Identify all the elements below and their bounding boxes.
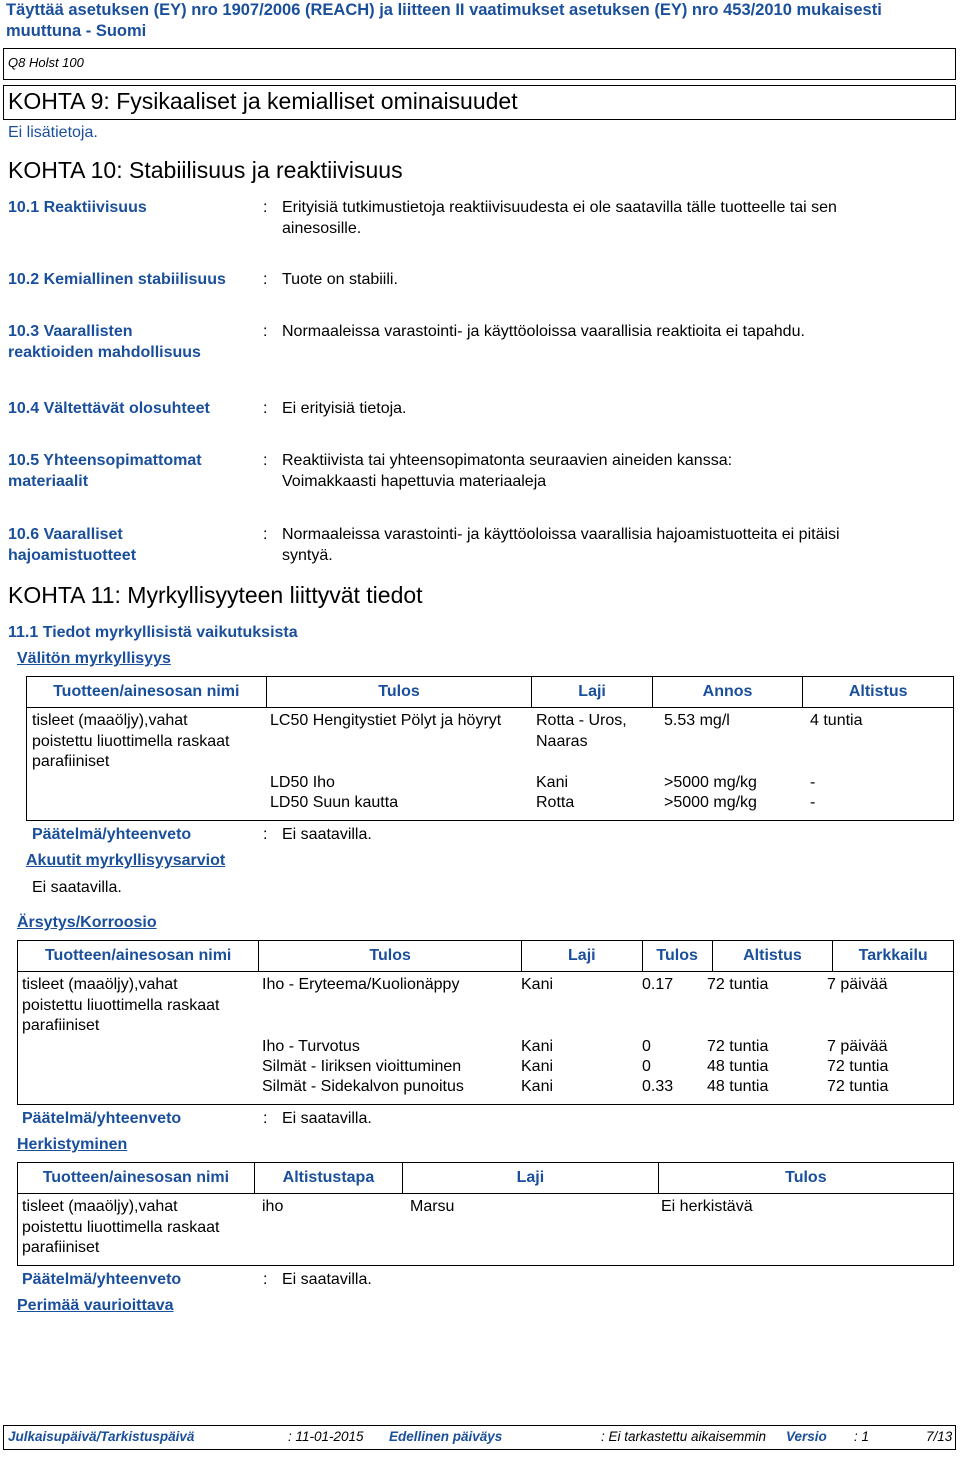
item-label-line2: hajoamistuotteet bbox=[8, 547, 137, 564]
footer-previous-value: : Ei tarkastettu aikaisemmin bbox=[601, 1429, 767, 1444]
col-header: Tulos bbox=[658, 1163, 953, 1194]
product-name: Q8 Holst 100 bbox=[8, 55, 84, 70]
cell-tulos: LC50 Hengitystiet Pölyt ja höyryt bbox=[270, 712, 502, 729]
cell-annos: >5000 mg/kg bbox=[664, 774, 757, 791]
col-header: Tuotteen/ainesosan nimi bbox=[18, 941, 259, 972]
cell-altistus: - bbox=[810, 794, 816, 811]
item-label-line2: reaktioiden mahdollisuus bbox=[8, 344, 201, 361]
item-value: Tuote on stabiili. bbox=[282, 271, 398, 288]
sensitization-conclusion-value: Ei saatavilla. bbox=[282, 1271, 372, 1288]
cell-altistus: 48 tuntia bbox=[707, 1058, 769, 1075]
col-header: Tuotteen/ainesosan nimi bbox=[18, 1163, 255, 1194]
colon: : bbox=[263, 1110, 268, 1127]
cell-score: 0 bbox=[642, 1058, 651, 1075]
acute-estimates-heading: Akuutit myrkyllisyysarviot bbox=[26, 852, 226, 869]
cell-score: 0 bbox=[642, 1038, 651, 1055]
item-label: 10.5 Yhteensopimattomat bbox=[8, 452, 202, 469]
cell-score: 0.17 bbox=[642, 976, 674, 993]
colon: : bbox=[263, 1271, 268, 1288]
colon: : bbox=[263, 526, 268, 543]
item-value: Erityisiä tutkimustietoja reaktiivisuudesta ei ole saatavilla tälle tuotteelle tai sen bbox=[282, 199, 837, 216]
item-label-line2: materiaalit bbox=[8, 473, 89, 490]
cell-tarkkailu: 72 tuntia bbox=[827, 1058, 889, 1075]
cell-annos: >5000 mg/kg bbox=[664, 794, 757, 811]
cell-altistus: 72 tuntia bbox=[707, 976, 769, 993]
cell-altistus: 4 tuntia bbox=[810, 712, 863, 729]
acute-toxicity-table bbox=[26, 676, 954, 708]
col-header: Tulos bbox=[642, 941, 712, 972]
item-value: Normaaleissa varastointi- ja käyttöoloissa vaarallisia reaktioita ei tapahdu. bbox=[282, 323, 805, 340]
cell-tulos: Iho - Eryteema/Kuolionäppy bbox=[262, 976, 460, 993]
cell-annos: 5.53 mg/l bbox=[664, 712, 730, 729]
colon: : bbox=[263, 199, 268, 216]
cell-tulos: Ei herkistävä bbox=[661, 1198, 753, 1215]
cell-altistus: 72 tuntia bbox=[707, 1038, 769, 1055]
irritation-conclusion-label: Päätelmä/yhteenveto bbox=[22, 1110, 182, 1127]
name-line: parafiiniset bbox=[32, 753, 110, 770]
col-header: Altistus bbox=[803, 677, 954, 708]
colon: : bbox=[263, 323, 268, 340]
col-header: Tulos bbox=[259, 941, 522, 972]
col-header: Laji bbox=[521, 941, 642, 972]
cell-laji: Marsu bbox=[410, 1198, 455, 1215]
substance-name bbox=[32, 711, 229, 773]
sensitization-heading: Herkistyminen bbox=[17, 1136, 128, 1153]
footer-date-label: Julkaisupäivä/Tarkistuspäivä bbox=[8, 1429, 195, 1444]
name-line: poistettu liuottimella raskaat bbox=[22, 996, 220, 1014]
cell-tarkkailu: 7 päivää bbox=[827, 1038, 888, 1055]
cell-tarkkailu: 7 päivää bbox=[827, 976, 888, 993]
name-line: tisleet (maaöljy),vahat bbox=[22, 1198, 178, 1215]
footer-version-label: Versio bbox=[786, 1429, 827, 1444]
table-header-row bbox=[18, 1163, 954, 1194]
col-header: Tarkkailu bbox=[833, 941, 954, 972]
acute-toxicity-heading: Välitön myrkyllisyys bbox=[17, 650, 171, 667]
product-name-box bbox=[3, 48, 956, 80]
cell-tarkkailu: 72 tuntia bbox=[827, 1078, 889, 1095]
col-header: Tuotteen/ainesosan nimi bbox=[27, 677, 267, 708]
substance-name bbox=[22, 1197, 219, 1259]
cell-score: 0.33 bbox=[642, 1078, 674, 1095]
colon: : bbox=[263, 452, 268, 469]
footer-date-value: : 11-01-2015 bbox=[288, 1429, 364, 1444]
col-header: Altistustapa bbox=[254, 1163, 402, 1194]
irritation-heading: Ärsytys/Korroosio bbox=[17, 914, 157, 931]
col-header: Laji bbox=[403, 1163, 659, 1194]
acute-estimates-value: Ei saatavilla. bbox=[32, 879, 122, 896]
item-label: 10.3 Vaarallisten bbox=[8, 323, 133, 340]
acute-conclusion-value: Ei saatavilla. bbox=[282, 826, 372, 843]
item-value: Reaktiivista tai yhteensopimatonta seuraavien aineiden kanssa: bbox=[282, 452, 733, 469]
acute-conclusion-label: Päätelmä/yhteenveto bbox=[32, 826, 192, 843]
cell-laji-line2: Naaras bbox=[536, 733, 588, 750]
colon: : bbox=[263, 271, 268, 288]
item-label: 10.1 Reaktiivisuus bbox=[8, 199, 147, 216]
cell-laji: Rotta - Uros, bbox=[536, 712, 627, 729]
name-line: tisleet (maaöljy),vahat bbox=[32, 712, 188, 729]
cell-route: iho bbox=[262, 1198, 284, 1215]
irritation-table bbox=[17, 940, 954, 972]
cell-laji: Kani bbox=[536, 774, 569, 791]
cell-laji: Kani bbox=[521, 1078, 554, 1095]
sensitization-conclusion-label: Päätelmä/yhteenveto bbox=[22, 1271, 182, 1288]
mutagenicity-heading: Perimää vaurioittava bbox=[17, 1297, 174, 1314]
footer-version-value: : 1 bbox=[854, 1429, 870, 1444]
item-value-line2: syntyä. bbox=[282, 547, 333, 564]
table-header-row bbox=[18, 941, 954, 972]
cell-laji: Rotta bbox=[536, 794, 575, 811]
name-line: parafiiniset bbox=[22, 1017, 100, 1034]
colon: : bbox=[263, 826, 268, 843]
irritation-conclusion-value: Ei saatavilla. bbox=[282, 1110, 372, 1127]
cell-altistus: 48 tuntia bbox=[707, 1078, 769, 1095]
item-value: Normaaleissa varastointi- ja käyttöoloissa vaarallisia hajoamistuotteita ei pitäisi bbox=[282, 526, 840, 543]
item-value-line2: ainesosille. bbox=[282, 220, 362, 237]
table-header-row bbox=[27, 677, 954, 708]
footer-previous-label: Edellinen päiväys bbox=[389, 1429, 503, 1444]
cell-altistus: - bbox=[810, 774, 816, 791]
document-title: Täyttää asetuksen (EY) nro 1907/2006 (REACH) ja liitteen II vaatimukset asetuksen (EY) nro 453/2010 mukaisesti muuttuna - Suomi bbox=[6, 1, 882, 40]
item-value: Ei erityisiä tietoja. bbox=[282, 400, 407, 417]
substance-name bbox=[22, 975, 219, 1037]
cell-tulos: Silmät - Sidekalvon punoitus bbox=[262, 1078, 464, 1095]
cell-laji: Kani bbox=[521, 1058, 554, 1075]
section11-title: KOHTA 11: Myrkyllisyyteen liittyvät tiedot bbox=[8, 582, 423, 608]
cell-tulos: Silmät - Iiriksen vioittuminen bbox=[262, 1058, 462, 1075]
name-line: poistettu liuottimella raskaat bbox=[32, 732, 230, 750]
colon: : bbox=[263, 400, 268, 417]
footer-page-number: 7/13 bbox=[926, 1429, 953, 1444]
cell-tulos: LD50 Iho bbox=[270, 774, 335, 791]
item-label: 10.4 Vältettävät olosuhteet bbox=[8, 400, 210, 417]
section11-subtitle: 11.1 Tiedot myrkyllisistä vaikutuksista bbox=[8, 624, 298, 641]
col-header: Altistus bbox=[712, 941, 833, 972]
item-value-line2: Voimakkaasti hapettuvia materiaaleja bbox=[282, 473, 547, 490]
cell-tulos: Iho - Turvotus bbox=[262, 1038, 360, 1055]
sensitization-table bbox=[17, 1162, 954, 1194]
cell-laji: Kani bbox=[521, 976, 554, 993]
section9-title: KOHTA 9: Fysikaaliset ja kemialliset ominaisuudet bbox=[8, 88, 518, 114]
section10-title: KOHTA 10: Stabiilisuus ja reaktiivisuus bbox=[8, 157, 403, 183]
name-line: parafiiniset bbox=[22, 1239, 100, 1256]
col-header: Tulos bbox=[266, 677, 532, 708]
col-header: Annos bbox=[652, 677, 803, 708]
item-label: 10.6 Vaaralliset bbox=[8, 526, 123, 543]
col-header: Laji bbox=[532, 677, 652, 708]
cell-laji: Kani bbox=[521, 1038, 554, 1055]
cell-tulos: LD50 Suun kautta bbox=[270, 794, 399, 811]
name-line: tisleet (maaöljy),vahat bbox=[22, 976, 178, 993]
item-label: 10.2 Kemiallinen stabiilisuus bbox=[8, 271, 226, 288]
section9-note: Ei lisätietoja. bbox=[8, 124, 98, 141]
name-line: poistettu liuottimella raskaat bbox=[22, 1218, 220, 1236]
